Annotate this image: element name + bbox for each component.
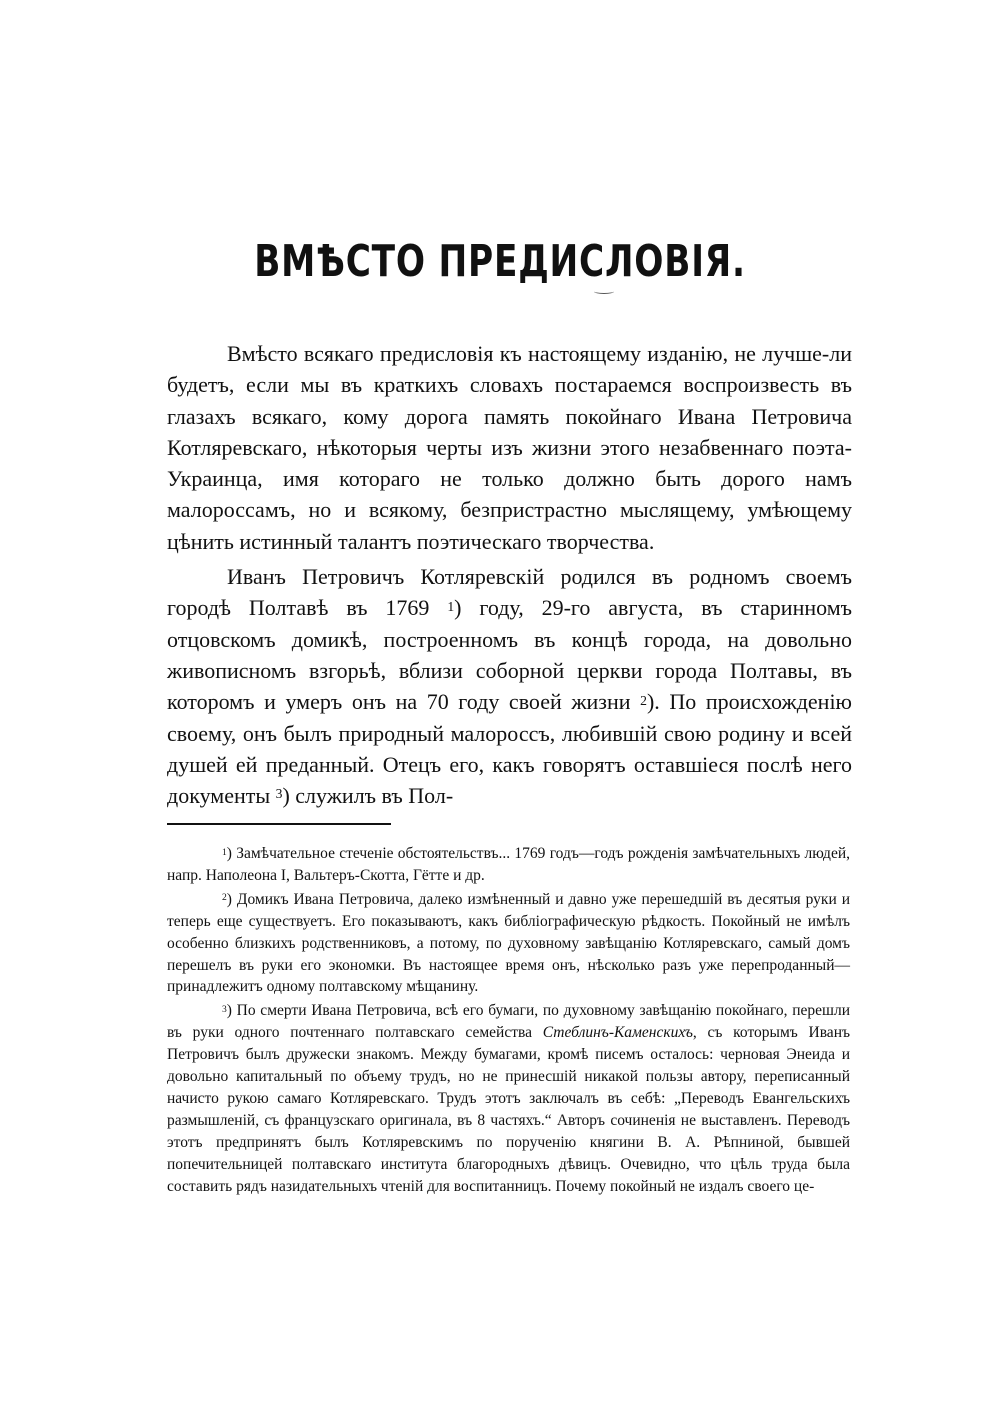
footnote-2-mark: 2 [222,892,227,904]
footnote-1-text: ) Замѣчательное стеченіе обстоятельствъ... 1769 годъ—годъ рожденія замѣчательныхъ людей, напр. Наполеона I, Вальтеръ-Скотта, Гётте и др. [167,845,850,884]
paragraph-2 [167,561,852,811]
paragraph-2-part-2: ) году, 29-го августа, въ старинномъ отцовскомъ домикѣ, построенномъ въ концѣ города, на довольно живописномъ взгорьѣ, вблизи соборной церкви города Полтавы, въ которомъ и умеръ онъ на 70 году своей жизни [167,595,852,715]
footnote-ref-3: 3 [275,786,283,802]
footnote-3-mark: 3 [222,1003,227,1015]
paragraph-2-part-3: ). По происхожденію своему, онъ былъ природный малороссъ, любившій свою родину и всей душей ей преданный. Отецъ его, какъ говорятъ оставшіеся послѣ него документы [167,689,852,809]
footnote-3-text-b: , съ которымъ Иванъ Петровичъ былъ дружески знакомъ. Между бумагами, кромѣ писемъ осталось: черновая Энеида и довольно капитальный по объему трудъ, но не принесшій никакой пользы автору, переписанный начисто рукою самаго Котляревскаго. Трудъ этотъ заключалъ въ себѣ: „Переводъ Евангельскихъ размышленій, съ французскаго оригинала, въ 8 частяхъ.“ Авторъ сочиненія не выставленъ. Переводъ этотъ предпринятъ былъ Котляревскимъ по порученію княгини В. А. Рѣпниной, бывшей попечительницей полтавскаго института благородныхъ дѣвицъ. Очевидно, что цѣль труда была составить рядъ назидательныхъ чтеній для воспитанницъ. Почему покойный не издалъ своего це- [167,1024,850,1195]
footnotes [167,843,850,1200]
footnote-3 [167,1000,850,1197]
footnote-ref-1: 1 [447,598,455,614]
footnote-ref-2: 2 [640,692,647,708]
paragraph-2-part-4: ) служилъ въ Пол- [282,783,454,809]
footnote-3-family-name: Стеблинъ-Каменскихъ [542,1024,693,1042]
footnote-1-mark: 1 [222,846,227,858]
footnote-2-text: ) Домикъ Ивана Петровича, далеко измѣненный и давно уже перешедшій въ десятыя руки и теперь еще существуетъ. Его показываютъ, какъ библіографическую рѣдкость. Покойный не имѣлъ особенно близкихъ родственниковъ, а потому, по духовному завѣщанію Котляревскаго, самый домъ перешелъ въ руки его экономки. Въ настоящее время онъ, нѣсколько разъ уже перепроданный—принадлежитъ одному полтавскому мѣщанину. [167,890,850,996]
chapter-title: ВМѢСТО ПРЕДИСЛОВІЯ. [254,236,746,287]
footnote-1 [167,843,850,887]
paragraph-1: Вмѣсто всякаго предисловія къ настоящему изданію, не лучше-ли будетъ, если мы въ краткихъ словахъ постараемся воспроизвесть въ глазахъ всякаго, кому дорога память покойнаго Ивана Петровича Котляревскаго, нѣкоторыя черты изъ жизни этого незабвеннаго поэта-Украинца, имя котораго не только должно быть дорого намъ малороссамъ, но и всякому, безпристрастно мыслящему, умѣющему цѣнить истинный талантъ поэтическаго творчества. [167,341,852,554]
main-text [167,338,852,811]
paragraph-2-part-1: Иванъ Петровичъ Котляревскій родился въ родномъ своемъ городѣ Полтавѣ въ 1769 [167,564,852,621]
title-ornament [594,289,614,294]
footnote-2 [167,889,850,999]
footnote-divider [167,823,391,825]
footnote-3-text-a: ) По смерти Ивана Петровича, всѣ его бумаги, по духовному завѣщанію покойнаго, перешли въ руки одного почтеннаго полтавскаго семейства [167,1002,850,1042]
